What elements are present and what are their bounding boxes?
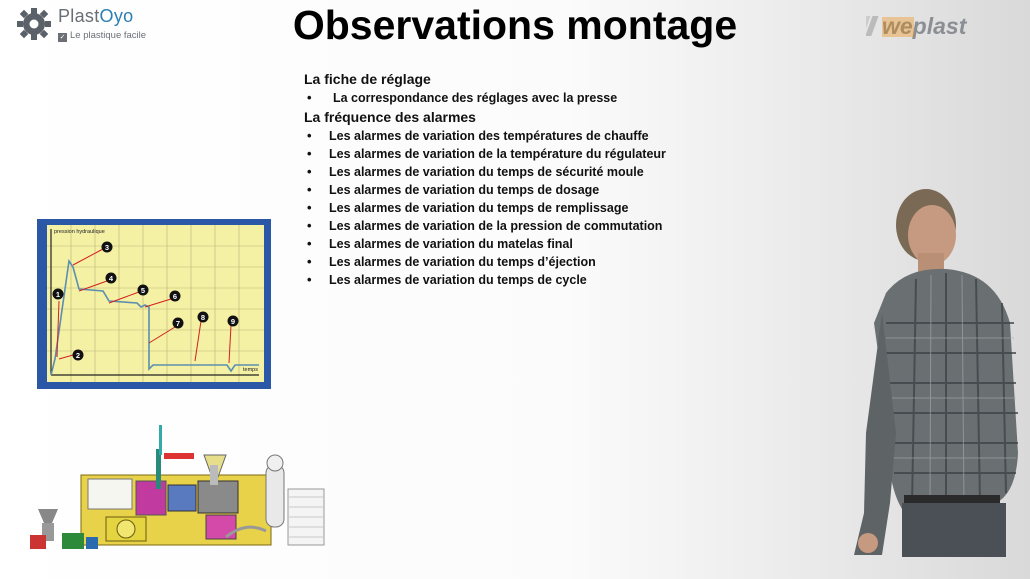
marker-3-label: 3 xyxy=(104,243,110,252)
list-item: • Les alarmes de variation de la pression de commutation xyxy=(304,217,824,235)
x-axis-label: temps xyxy=(243,367,258,373)
section-heading: La fiche de réglage xyxy=(304,71,431,87)
y-axis-label: pression hydraulique xyxy=(54,229,105,235)
section-fiche-reglage xyxy=(304,70,824,107)
marker-4-label: 4 xyxy=(108,274,114,283)
list-item: • Les alarmes de variation des températures de chauffe xyxy=(304,127,824,145)
slide-content xyxy=(304,70,824,289)
marker-1-label: 1 xyxy=(55,290,61,299)
marker-8-label: 8 xyxy=(200,313,206,322)
section-frequence-alarmes xyxy=(304,108,824,289)
marker-5-label: 5 xyxy=(140,286,146,295)
list-item: • Les alarmes de variation du temps de sécurité moule xyxy=(304,163,824,181)
injection-machine-illustration xyxy=(26,425,330,555)
brand-name: PlastOyo xyxy=(58,6,134,26)
page-title: Observations montage xyxy=(292,2,738,48)
weplast-logo-text: weplast xyxy=(882,13,967,39)
bullet-list xyxy=(304,89,824,107)
checkbox-icon: ✓ xyxy=(59,34,66,41)
pressure-cycle-diagram xyxy=(37,219,271,389)
bullet-list xyxy=(304,127,824,289)
list-item: • Les alarmes de variation du temps de remplissage xyxy=(304,199,824,217)
marker-6-label: 6 xyxy=(172,292,178,301)
list-item: • Les alarmes de variation du temps de dosage xyxy=(304,181,824,199)
marker-7-label: 7 xyxy=(175,319,181,328)
list-item: • Les alarmes de variation du temps d’éjection xyxy=(304,253,824,271)
marker-2-label: 2 xyxy=(75,351,81,360)
pressure-diagram-svg xyxy=(37,219,271,389)
weplast-logo xyxy=(866,12,1018,40)
marker-9-label: 9 xyxy=(230,317,236,326)
section-heading: La fréquence des alarmes xyxy=(304,109,476,125)
list-item: • La correspondance des réglages avec la presse xyxy=(304,89,824,107)
presenter-photo xyxy=(846,183,1030,557)
brand-tagline: ✓ Le plastique facile xyxy=(59,30,147,41)
list-item: • Les alarmes de variation du matelas final xyxy=(304,235,824,253)
list-item: • Les alarmes de variation du temps de cycle xyxy=(304,271,824,289)
list-item: • Les alarmes de variation de la température du régulateur xyxy=(304,145,824,163)
